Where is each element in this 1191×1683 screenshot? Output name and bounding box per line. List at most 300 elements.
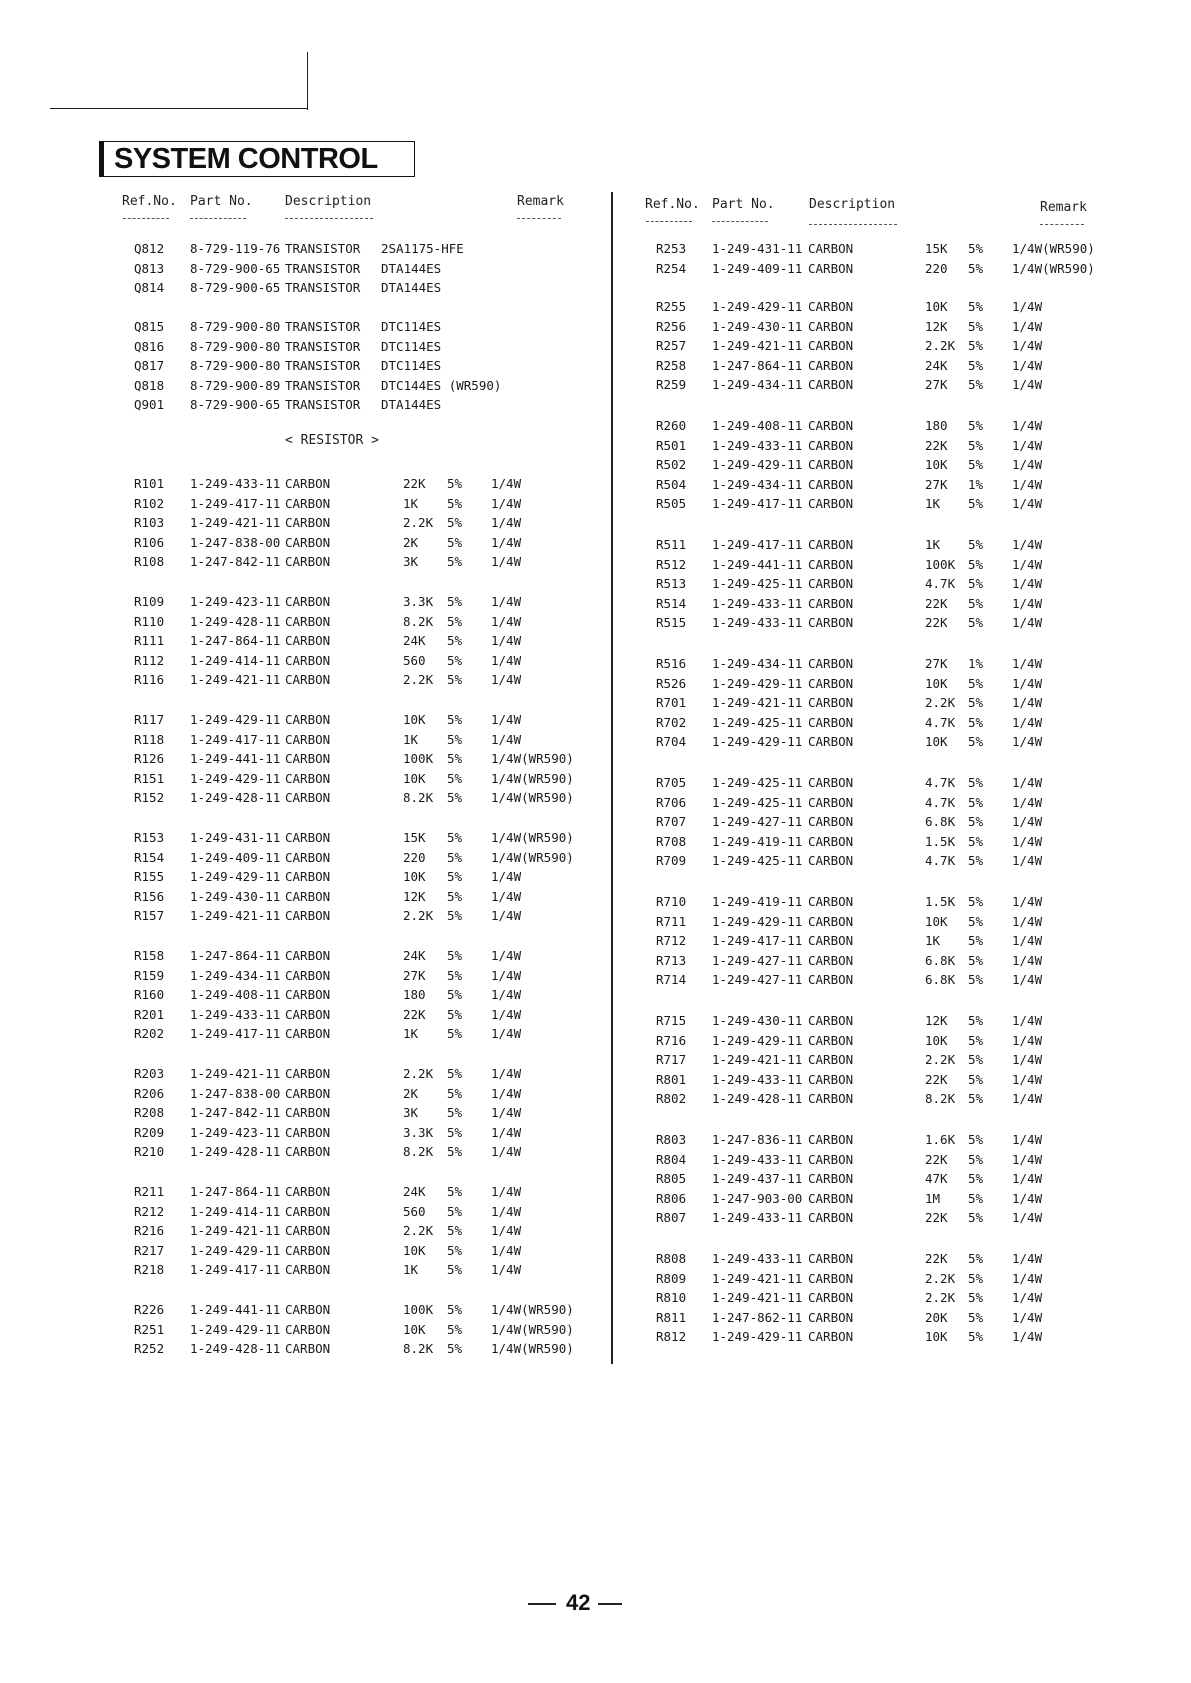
ref-number: R511 — [656, 537, 687, 552]
ref-number: R152 — [134, 790, 165, 806]
part-type: DTC114ES — [381, 338, 442, 354]
ref-number: R203 — [134, 1066, 165, 1081]
part-row — [0, 437, 1191, 455]
ref-number: R111 — [134, 633, 165, 649]
remark: 1/4W — [1012, 695, 1043, 711]
ref-number: Q814 — [134, 280, 165, 296]
resistance-value: 1K — [403, 1026, 419, 1042]
part-row — [0, 1071, 1191, 1089]
left-header-desc-underline — [285, 218, 373, 219]
tolerance: 5% — [447, 534, 463, 550]
description: CARBON — [808, 814, 854, 830]
ref-number: R526 — [656, 675, 687, 691]
ref-number: R206 — [134, 1085, 165, 1101]
part-row — [0, 298, 1191, 316]
ref-number: R118 — [134, 731, 165, 747]
ref-number: R156 — [134, 888, 165, 904]
resistance-value: 27K — [925, 476, 948, 492]
part-number: 1-249-433-11 — [712, 1251, 803, 1266]
resistance-value: 10K — [403, 869, 426, 885]
tolerance: 5% — [968, 734, 984, 750]
tolerance: 5% — [447, 1223, 463, 1239]
page-number-dash-right — [598, 1603, 622, 1605]
part-number: 1-249-430-11 — [712, 1013, 803, 1028]
part-row — [0, 417, 1191, 435]
part-row — [0, 774, 1191, 792]
right-header-desc-underline — [809, 224, 897, 225]
part-row — [0, 514, 1191, 532]
description: CARBON — [808, 1132, 854, 1147]
resistance-value: 4.7K — [925, 576, 956, 592]
remark: 1/4W — [1012, 952, 1043, 968]
remark: 1/4W — [491, 534, 522, 550]
description: CARBON — [808, 933, 854, 949]
part-row — [0, 632, 1191, 650]
part-number: 1-249-421-11 — [190, 515, 281, 531]
part-number: 1-249-441-11 — [712, 556, 803, 572]
ref-number: R713 — [656, 952, 687, 968]
tolerance: 5% — [447, 751, 463, 767]
ref-number: R155 — [134, 869, 165, 885]
ref-number: R702 — [656, 714, 687, 730]
part-number: 8-729-900-65 — [190, 397, 281, 413]
resistance-value: 27K — [925, 377, 948, 393]
tolerance: 5% — [447, 849, 463, 865]
ref-number: R226 — [134, 1302, 165, 1317]
part-number: 1-249-421-11 — [190, 908, 281, 924]
ref-number: R701 — [656, 695, 687, 711]
part-number: 1-249-434-11 — [712, 656, 803, 671]
remark: 1/4W — [1012, 1309, 1043, 1325]
remark: 1/4W — [1012, 457, 1043, 473]
ref-number: R202 — [134, 1026, 165, 1042]
resistance-value: 100K — [403, 751, 434, 767]
part-number: 1-249-421-11 — [712, 338, 803, 354]
resistance-value: 22K — [925, 1071, 948, 1087]
resistance-value: 2.2K — [925, 1270, 956, 1286]
ref-number: R809 — [656, 1270, 687, 1286]
part-number: 1-249-428-11 — [190, 1341, 281, 1357]
tolerance: 5% — [447, 948, 463, 963]
remark: 1/4W — [491, 515, 522, 531]
part-number: 1-249-429-11 — [712, 1032, 803, 1048]
remark: 1/4W — [1012, 714, 1043, 730]
remark: 1/4W — [1012, 1091, 1043, 1107]
description: CARBON — [285, 908, 331, 924]
part-row — [0, 279, 1191, 297]
left-header-desc: Description — [285, 194, 372, 209]
part-row — [0, 240, 1191, 258]
tolerance: 5% — [968, 318, 984, 334]
part-row — [0, 396, 1191, 414]
tolerance: 5% — [968, 299, 984, 314]
part-number: 1-249-417-11 — [190, 1262, 281, 1278]
part-number: 1-247-864-11 — [190, 948, 281, 963]
part-row — [0, 833, 1191, 851]
resistance-value: 2.2K — [925, 695, 956, 711]
ref-number: R210 — [134, 1144, 165, 1160]
remark: 1/4W — [491, 613, 522, 629]
tolerance: 5% — [447, 652, 463, 668]
remark: 1/4W — [1012, 1210, 1043, 1226]
remark: 1/4W — [1012, 537, 1043, 552]
description: CARBON — [285, 1066, 331, 1081]
right-header-desc: Description — [809, 197, 896, 212]
ref-number: Q815 — [134, 319, 165, 334]
ref-number: R715 — [656, 1013, 687, 1028]
tolerance: 5% — [447, 790, 463, 806]
part-number: 1-247-864-11 — [190, 633, 281, 649]
ref-number: R808 — [656, 1251, 687, 1266]
tolerance: 5% — [968, 1210, 984, 1226]
part-row — [0, 1032, 1191, 1050]
part-row — [0, 1209, 1191, 1227]
part-number: 1-249-425-11 — [712, 714, 803, 730]
description: CARBON — [808, 972, 854, 988]
part-number: 1-247-862-11 — [712, 1309, 803, 1325]
resistance-value: 2.2K — [403, 1066, 434, 1081]
resistance-value: 1K — [403, 495, 419, 511]
part-row — [0, 694, 1191, 712]
ref-number: R501 — [656, 437, 687, 453]
remark: 1/4W — [491, 1144, 522, 1160]
resistance-value: 10K — [925, 299, 948, 314]
tolerance: 5% — [968, 576, 984, 592]
description: CARBON — [808, 1032, 854, 1048]
part-number: 1-249-430-11 — [190, 888, 281, 904]
part-number: 1-249-429-11 — [712, 1329, 803, 1345]
tolerance: 5% — [447, 1006, 463, 1022]
resistance-value: 6.8K — [925, 972, 956, 988]
description: CARBON — [808, 576, 854, 592]
resistance-value: 8.2K — [403, 1144, 434, 1160]
ref-number: R711 — [656, 913, 687, 929]
part-number: 1-249-421-11 — [712, 1052, 803, 1068]
remark: 1/4W — [491, 652, 522, 668]
remark: 1/4W — [491, 908, 522, 924]
ref-number: R112 — [134, 652, 165, 668]
part-number: 1-249-429-11 — [712, 734, 803, 750]
tolerance: 5% — [447, 1262, 463, 1278]
part-row — [0, 893, 1191, 911]
resistance-value: 4.7K — [925, 794, 956, 810]
remark: 1/4W — [1012, 576, 1043, 592]
description: CARBON — [808, 476, 854, 492]
resistance-value: 560 — [403, 652, 426, 668]
description: CARBON — [808, 496, 854, 512]
description: TRANSISTOR — [285, 319, 361, 334]
resistance-value: 1K — [925, 537, 941, 552]
description: CARBON — [285, 633, 331, 649]
tolerance: 5% — [968, 338, 984, 354]
part-number: 1-249-417-11 — [190, 495, 281, 511]
tolerance: 5% — [968, 952, 984, 968]
remark: 1/4W — [491, 1242, 522, 1258]
part-number: 1-247-842-11 — [190, 554, 281, 570]
ref-number: R515 — [656, 615, 687, 631]
part-row — [0, 1131, 1191, 1149]
tolerance: 5% — [447, 830, 463, 845]
resistance-value: 8.2K — [403, 790, 434, 806]
page-number-dash-left — [528, 1603, 556, 1605]
resistance-value: 24K — [403, 948, 426, 963]
remark: 1/4W — [1012, 595, 1043, 611]
resistance-value: 2.2K — [403, 672, 434, 688]
part-row — [0, 495, 1191, 513]
tolerance: 5% — [447, 908, 463, 924]
ref-number: R714 — [656, 972, 687, 988]
part-row — [0, 337, 1191, 355]
remark: 1/4W — [491, 1066, 522, 1081]
part-row — [0, 971, 1191, 989]
resistance-value: 10K — [925, 1032, 948, 1048]
resistance-value: 2.2K — [403, 515, 434, 531]
remark: 1/4W — [1012, 1132, 1043, 1147]
ref-number: R705 — [656, 775, 687, 790]
resistance-value: 6.8K — [925, 814, 956, 830]
description: CARBON — [808, 853, 854, 869]
resistance-value: 22K — [925, 1151, 948, 1167]
part-number: 1-249-433-11 — [712, 1151, 803, 1167]
part-number: 8-729-900-80 — [190, 319, 281, 334]
tolerance: 5% — [968, 1190, 984, 1206]
remark: 1/4W(WR590) — [491, 1321, 574, 1337]
part-number: 1-249-425-11 — [712, 576, 803, 592]
description: CARBON — [808, 952, 854, 968]
remark: 1/4W — [491, 1223, 522, 1239]
right-header-ref: Ref.No. — [645, 197, 700, 212]
description: CARBON — [285, 652, 331, 668]
part-number: 1-249-429-11 — [190, 770, 281, 786]
resistance-value: 3.3K — [403, 1124, 434, 1140]
part-row — [0, 1051, 1191, 1069]
ref-number: R251 — [134, 1321, 165, 1337]
tolerance: 5% — [447, 731, 463, 747]
part-number: 1-249-441-11 — [190, 751, 281, 767]
remark: 1/4W — [1012, 913, 1043, 929]
tolerance: 5% — [968, 814, 984, 830]
tolerance: 5% — [968, 537, 984, 552]
ref-number: R255 — [656, 299, 687, 314]
tolerance: 5% — [447, 1203, 463, 1219]
remark: 1/4W — [491, 712, 522, 727]
ref-number: R807 — [656, 1210, 687, 1226]
remark: 1/4W(WR590) — [1012, 241, 1095, 256]
tolerance: 5% — [447, 1302, 463, 1317]
description: TRANSISTOR — [285, 260, 361, 276]
resistance-value: 10K — [925, 675, 948, 691]
tolerance: 5% — [447, 770, 463, 786]
tolerance: 5% — [968, 1091, 984, 1107]
part-number: 1-249-433-11 — [712, 1210, 803, 1226]
resistance-value: 2K — [403, 1085, 419, 1101]
part-type: DTA144ES — [381, 260, 442, 276]
part-number: 1-249-417-11 — [712, 933, 803, 949]
resistance-value: 10K — [403, 1242, 426, 1258]
left-header-remark-underline — [517, 218, 561, 219]
part-number: 1-249-429-11 — [712, 675, 803, 691]
ref-number: R512 — [656, 556, 687, 572]
description: CARBON — [808, 1251, 854, 1266]
part-number: 1-249-417-11 — [712, 537, 803, 552]
resistance-value: 24K — [403, 633, 426, 649]
ref-number: R706 — [656, 794, 687, 810]
part-number: 8-729-119-76 — [190, 241, 281, 256]
description: CARBON — [808, 437, 854, 453]
remark: 1/4W — [491, 495, 522, 511]
part-row — [0, 1090, 1191, 1108]
ref-number: R217 — [134, 1242, 165, 1258]
remark: 1/4W(WR590) — [491, 790, 574, 806]
resistance-value: 2.2K — [403, 1223, 434, 1239]
ref-number: R805 — [656, 1171, 687, 1187]
part-number: 1-249-429-11 — [190, 712, 281, 727]
tolerance: 5% — [447, 1144, 463, 1160]
ref-number: R257 — [656, 338, 687, 354]
tolerance: 5% — [447, 515, 463, 531]
part-row — [0, 357, 1191, 375]
ref-number: R110 — [134, 613, 165, 629]
ref-number: R106 — [134, 534, 165, 550]
resistance-value: 8.2K — [925, 1091, 956, 1107]
resistance-value: 8.2K — [403, 1341, 434, 1357]
ref-number: R253 — [656, 241, 687, 256]
description: CARBON — [808, 357, 854, 373]
part-row — [0, 675, 1191, 693]
description: CARBON — [285, 594, 331, 609]
remark: 1/4W — [1012, 656, 1043, 671]
remark: 1/4W(WR590) — [491, 849, 574, 865]
tolerance: 5% — [447, 1105, 463, 1121]
tolerance: 5% — [447, 672, 463, 688]
part-number: 1-249-429-11 — [712, 913, 803, 929]
ref-number: R258 — [656, 357, 687, 373]
ref-number: R211 — [134, 1184, 165, 1199]
description: CARBON — [808, 377, 854, 393]
part-number: 1-249-414-11 — [190, 1203, 281, 1219]
part-row — [0, 260, 1191, 278]
ref-number: R159 — [134, 967, 165, 983]
remark: 1/4W — [1012, 1270, 1043, 1286]
description: CARBON — [808, 1329, 854, 1345]
resistance-value: 15K — [403, 830, 426, 845]
ref-number: R811 — [656, 1309, 687, 1325]
part-number: 1-249-414-11 — [190, 652, 281, 668]
description: CARBON — [285, 534, 331, 550]
remark: 1/4W — [1012, 1251, 1043, 1266]
resistance-value: 3.3K — [403, 594, 434, 609]
remark: 1/4W(WR590) — [1012, 260, 1095, 276]
resistance-value: 4.7K — [925, 853, 956, 869]
remark: 1/4W — [491, 1006, 522, 1022]
part-row — [0, 1328, 1191, 1346]
resistance-value: 220 — [925, 260, 948, 276]
remark: 1/4W — [1012, 318, 1043, 334]
ref-number: R804 — [656, 1151, 687, 1167]
part-number: 1-249-429-11 — [190, 1321, 281, 1337]
description: CARBON — [808, 338, 854, 354]
remark: 1/4W — [491, 633, 522, 649]
remark: 1/4W — [1012, 1290, 1043, 1306]
tolerance: 5% — [447, 495, 463, 511]
part-row — [0, 932, 1191, 950]
ref-number: R216 — [134, 1223, 165, 1239]
part-number: 1-249-429-11 — [712, 299, 803, 314]
resistance-value: 1K — [403, 731, 419, 747]
description: CARBON — [808, 775, 854, 790]
tolerance: 5% — [447, 1124, 463, 1140]
ref-number: R708 — [656, 833, 687, 849]
left-header-remark: Remark — [517, 194, 564, 209]
description: CARBON — [285, 1124, 331, 1140]
ref-number: R260 — [656, 418, 687, 433]
tolerance: 5% — [447, 712, 463, 727]
part-row — [0, 575, 1191, 593]
resistance-value: 180 — [403, 987, 426, 1003]
tolerance: 5% — [447, 869, 463, 885]
remark: 1/4W — [491, 869, 522, 885]
ref-number: R709 — [656, 853, 687, 869]
ref-number: R153 — [134, 830, 165, 845]
remark: 1/4W — [1012, 794, 1043, 810]
remark: 1/4W — [1012, 1190, 1043, 1206]
tolerance: 5% — [968, 241, 984, 256]
remark: 1/4W — [491, 967, 522, 983]
resistance-value: 24K — [403, 1184, 426, 1199]
ref-number: Q817 — [134, 358, 165, 374]
ref-number: R710 — [656, 894, 687, 909]
tolerance: 5% — [447, 1341, 463, 1357]
tolerance: 5% — [968, 357, 984, 373]
tolerance: 5% — [447, 1026, 463, 1042]
part-row — [0, 1190, 1191, 1208]
resistance-value: 10K — [925, 457, 948, 473]
tolerance: 5% — [968, 556, 984, 572]
tolerance: 5% — [968, 853, 984, 869]
part-number: 1-247-836-11 — [712, 1132, 803, 1147]
ref-number: R126 — [134, 751, 165, 767]
description: CARBON — [285, 672, 331, 688]
part-number: 1-249-433-11 — [190, 1006, 281, 1022]
tolerance: 5% — [968, 1071, 984, 1087]
ref-number: Q818 — [134, 377, 165, 393]
part-row — [0, 614, 1191, 632]
ref-number: R803 — [656, 1132, 687, 1147]
part-row — [0, 714, 1191, 732]
tolerance: 5% — [968, 1270, 984, 1286]
resistance-value: 27K — [403, 967, 426, 983]
remark: 1/4W(WR590) — [491, 770, 574, 786]
tolerance: 5% — [447, 554, 463, 570]
part-number: 8-729-900-80 — [190, 338, 281, 354]
resistance-value: 2K — [403, 534, 419, 550]
part-row — [0, 595, 1191, 613]
description: CARBON — [285, 712, 331, 727]
tolerance: 5% — [447, 594, 463, 609]
ref-number: R151 — [134, 770, 165, 786]
tolerance: 5% — [968, 457, 984, 473]
remark: 1/4W — [1012, 556, 1043, 572]
tolerance: 5% — [968, 1151, 984, 1167]
ref-number: R218 — [134, 1262, 165, 1278]
ref-number: R212 — [134, 1203, 165, 1219]
part-type: DTA144ES — [381, 280, 442, 296]
part-number: 1-247-903-00 — [712, 1190, 803, 1206]
resistance-value: 22K — [925, 437, 948, 453]
tolerance: 5% — [447, 1066, 463, 1081]
resistance-value: 15K — [925, 241, 948, 256]
description: CARBON — [808, 1290, 854, 1306]
